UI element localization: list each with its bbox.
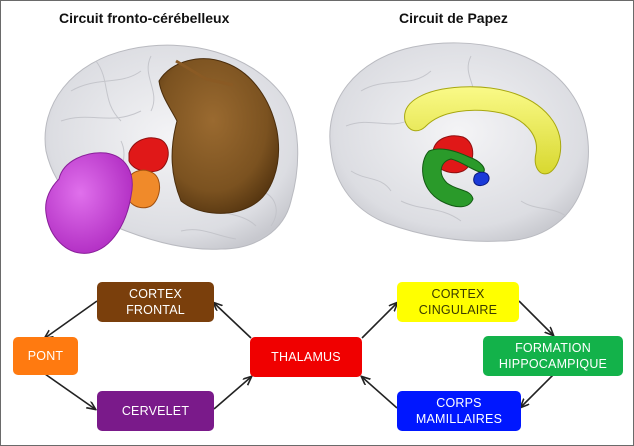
node-formation-line2: HIPPOCAMPIQUE xyxy=(498,357,608,371)
left-brain-illustration xyxy=(45,45,298,253)
arrow-thalamus-to-cortex-cingulaire xyxy=(362,303,397,338)
node-formation-hippocampique xyxy=(483,336,623,376)
title-fronto-cerebellar: Circuit fronto-cérébelleux xyxy=(59,10,230,26)
right-mamillary-region xyxy=(474,172,489,185)
node-corps-line2: MAMILLAIRES xyxy=(415,412,503,426)
node-formation-line1: FORMATION xyxy=(515,341,591,355)
node-corps-line1: CORPS xyxy=(436,396,482,410)
node-corps-mamillaires xyxy=(397,391,521,431)
node-cortex-frontal-line1: CORTEX xyxy=(128,287,183,301)
node-cortex-cingulaire-line1: CORTEX xyxy=(431,287,485,301)
node-cervelet xyxy=(97,391,214,431)
right-brain-illustration xyxy=(330,43,589,241)
node-pont xyxy=(13,337,78,375)
node-pont-label: PONT xyxy=(27,349,64,363)
node-thalamus xyxy=(250,337,362,377)
arrow-pont-to-cervelet xyxy=(45,374,95,409)
node-cortex-frontal xyxy=(97,282,214,322)
node-cortex-cingulaire xyxy=(397,282,519,322)
node-cervelet-label: CERVELET xyxy=(121,404,190,418)
title-papez: Circuit de Papez xyxy=(399,10,508,26)
diagram-canvas xyxy=(1,1,633,445)
arrow-corps-mamillaires-to-thalamus xyxy=(362,377,397,408)
node-cortex-cingulaire-line2: CINGULAIRE xyxy=(418,303,498,317)
node-cortex-frontal-line2: FRONTAL xyxy=(126,303,185,317)
arrow-cortex-cingulaire-to-formation xyxy=(519,301,553,335)
arrow-cervelet-to-thalamus xyxy=(214,377,251,409)
arrow-thalamus-to-cortex-frontal xyxy=(214,303,251,338)
arrow-formation-to-corps-mamillaires xyxy=(521,375,553,407)
node-thalamus-label: THALAMUS xyxy=(271,350,341,364)
arrow-cortex-frontal-to-pont xyxy=(45,301,97,338)
